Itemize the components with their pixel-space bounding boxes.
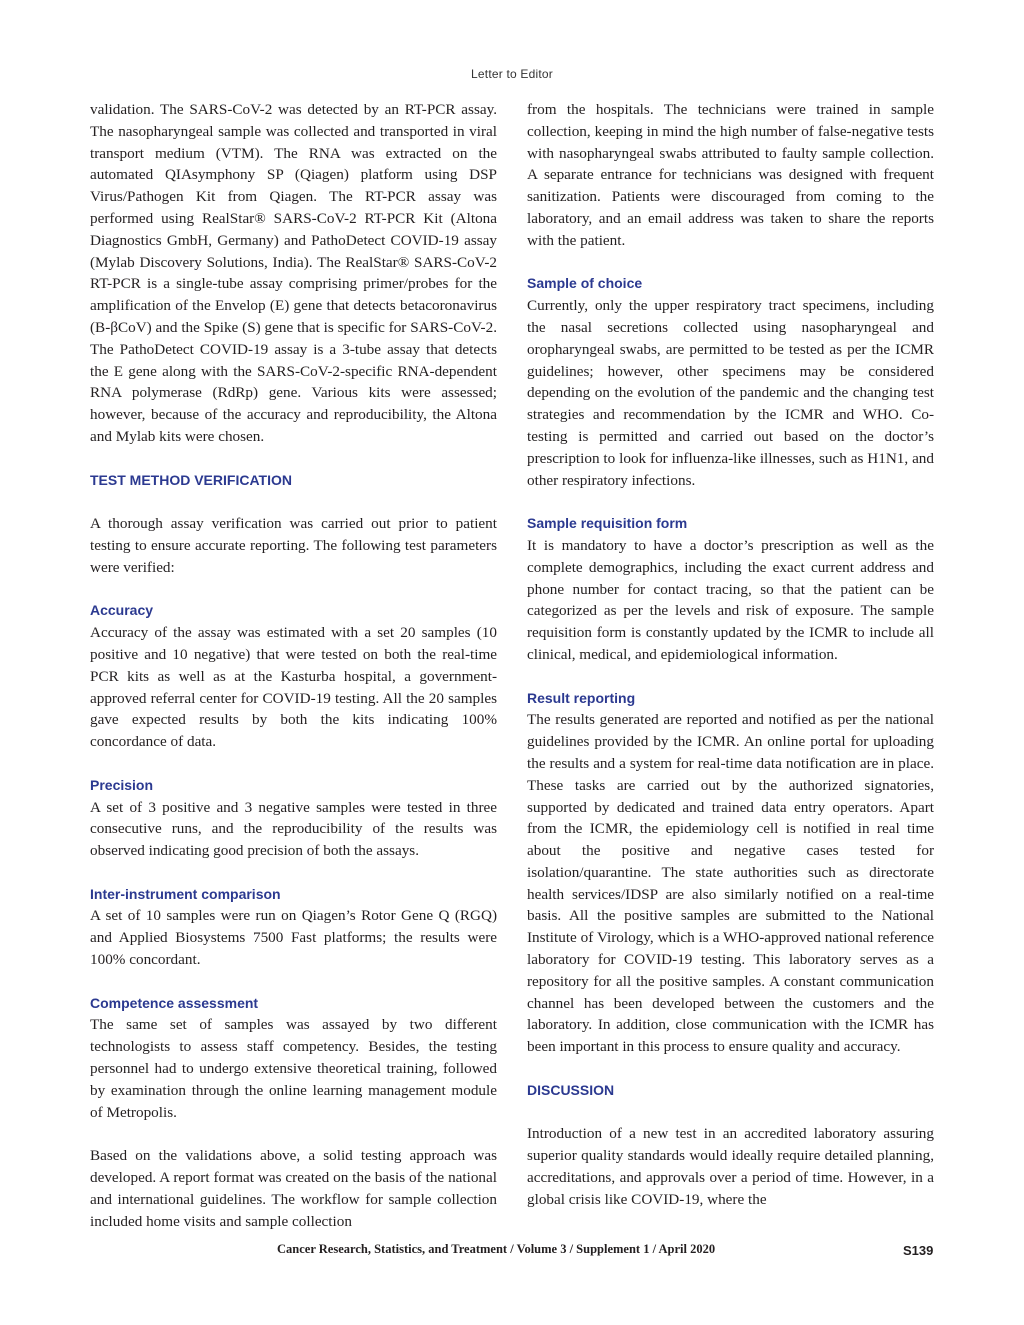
paragraph-inter-instrument: A set of 10 samples were run on Qiagen’s Rotor Gene Q (RGQ) and Applied Biosystems 7500 Fast platforms; the results were 100% concordant. xyxy=(90,907,497,969)
left-column xyxy=(90,99,497,1232)
paragraph-accuracy: Accuracy of the assay was estimated with a set 20 samples (10 positive and 10 negative) that were tested on both the real-time PCR kits as well as at the Kasturba hospital, a government-approved referral center for COVID-19 testing. All the 20 samples gave expected results by both the kits indicating 100% concordance of data. xyxy=(90,624,497,751)
heading-inter-instrument-comparison: Inter-instrument comparison xyxy=(90,885,281,902)
paragraph-result-reporting: The results generated are reported and notified as per the national guidelines provided by the ICMR. An online portal for uploading the results and a system for real-time data notification are in place. These tasks are carried out by the authorized signatories, supported by dedicated and trained data entry operators. Apart from the ICMR, the epidemiology cell is notified in real time about the positive and negative cases tested for isolation/quarantine. The state authorities such as directorate health services/IDSP are also similarly notified on a real-time basis. All the positive samples are submitted to the National Institute of Virology, which is a WHO-approved national reference laboratory for COVID-19 testing. This laboratory serves as a repository for all the positive samples. A constant communication channel has been developed between the customers and the laboratory. In addition, close communication with the ICMR has been important in this process to ensure quality and accuracy. xyxy=(527,711,934,1056)
heading-test-method-verification: TEST METHOD VERIFICATION xyxy=(90,471,292,488)
paragraph-hospitals: from the hospitals. The technicians were trained in sample collection, keeping in mind the high number of false-negative tests with nasopharyngeal swabs attributed to faulty sample collection. A separate entrance for technicians was designed with frequent sanitization. Patients were discouraged from coming to the laboratory, and an email address was taken to share the reports with the patient. xyxy=(527,101,934,249)
paragraph-validation: validation. The SARS-CoV-2 was detected by an RT-PCR assay. The nasopharyngeal sample was collected and transported in viral transport medium (VTM). The RNA was extracted on the automated QIAsymphony SP (Qiagen) platform using DSP Virus/Pathogen Kit from Qiagen. The RT-PCR assay was performed using RealStar® SARS-CoV-2 RT-PCR Kit (Altona Diagnostics GmbH, Germany) and PathoDetect COVID-19 assay (Mylab Discovery Solutions, India). The RealStar® SARS-CoV-2 RT-PCR is a single-tube assay comprising primer/probes for the amplification of the Envelop (E) gene that detects betacoronavirus (B-βCoV) and the Spike (S) gene that is specific for SARS-CoV-2. The PathoDetect COVID-19 assay is a 3-tube assay that detects the E gene along with the SARS-CoV-2-specific RNA-dependent RNA polymerase (RdRp) gene. Various kits were assessed; however, because of the accuracy and reproducibility, the Altona and Mylab kits were chosen. xyxy=(90,101,497,445)
right-column xyxy=(527,99,934,1211)
footer-journal-citation: Cancer Research, Statistics, and Treatment / Volume 3 / Supplement 1 / April 2020 xyxy=(277,1242,716,1256)
paragraph-precision: A set of 3 positive and 3 negative samples were tested in three consecutive runs, and the reproducibility of the results was observed indicating good precision of both the assays. xyxy=(90,798,497,860)
heading-discussion: DISCUSSION xyxy=(527,1081,615,1098)
paragraph-test-method: A thorough assay verification was carried out prior to patient testing to ensure accurate reporting. The following test parameters were verified: xyxy=(90,515,497,576)
running-head: Letter to Editor xyxy=(471,67,553,81)
paragraph-sample-of-choice: Currently, only the upper respiratory tract specimens, including the nasal secretions collected using nasopharyngeal and oropharyngeal swabs, are permitted to be tested as per the ICMR guidelines; however, other specimens may be considered depending on the evolution of the pandemic and the changing test strategies and recommendation by the ICMR and WHO. Co-testing is permitted and carried out based on the doctor’s prescription to look for influenza-like illnesses, such as H1N1, and other respiratory infections. xyxy=(527,297,934,489)
heading-sample-requisition-form: Sample requisition form xyxy=(527,515,688,532)
heading-precision: Precision xyxy=(90,776,154,793)
footer-page-number: S139 xyxy=(903,1243,934,1258)
paragraph-sample-requisition: It is mandatory to have a doctor’s prescription as well as the complete demographics, including the exact current address and phone number for contact tracing, so that the patient can be categorized as per the levels and risk of exposure. The sample requisition form is constantly updated by the ICMR to include all clinical, medical, and epidemiological information. xyxy=(527,536,934,663)
heading-result-reporting: Result reporting xyxy=(527,689,636,706)
paragraph-based-on-validations: Based on the validations above, a solid testing approach was developed. A report format was created on the basis of the national and international guidelines. The workflow for sample collection included home visits and sample collection xyxy=(90,1147,497,1230)
heading-accuracy: Accuracy xyxy=(90,602,154,619)
paragraph-competence: The same set of samples was assayed by two different technologists to assess staff competency. Besides, the testing personnel had to undergo extensive theoretical training, followed by examination through the online learning management module of Metropolis. xyxy=(90,1016,497,1121)
heading-sample-of-choice: Sample of choice xyxy=(527,275,643,292)
heading-competence-assessment: Competence assessment xyxy=(90,994,259,1011)
paragraph-discussion: Introduction of a new test in an accredited laboratory assuring superior quality standards would ideally require detailed planning, accreditations, and approvals over a period of time. However, in a global crisis like COVID-19, where the xyxy=(527,1125,934,1208)
